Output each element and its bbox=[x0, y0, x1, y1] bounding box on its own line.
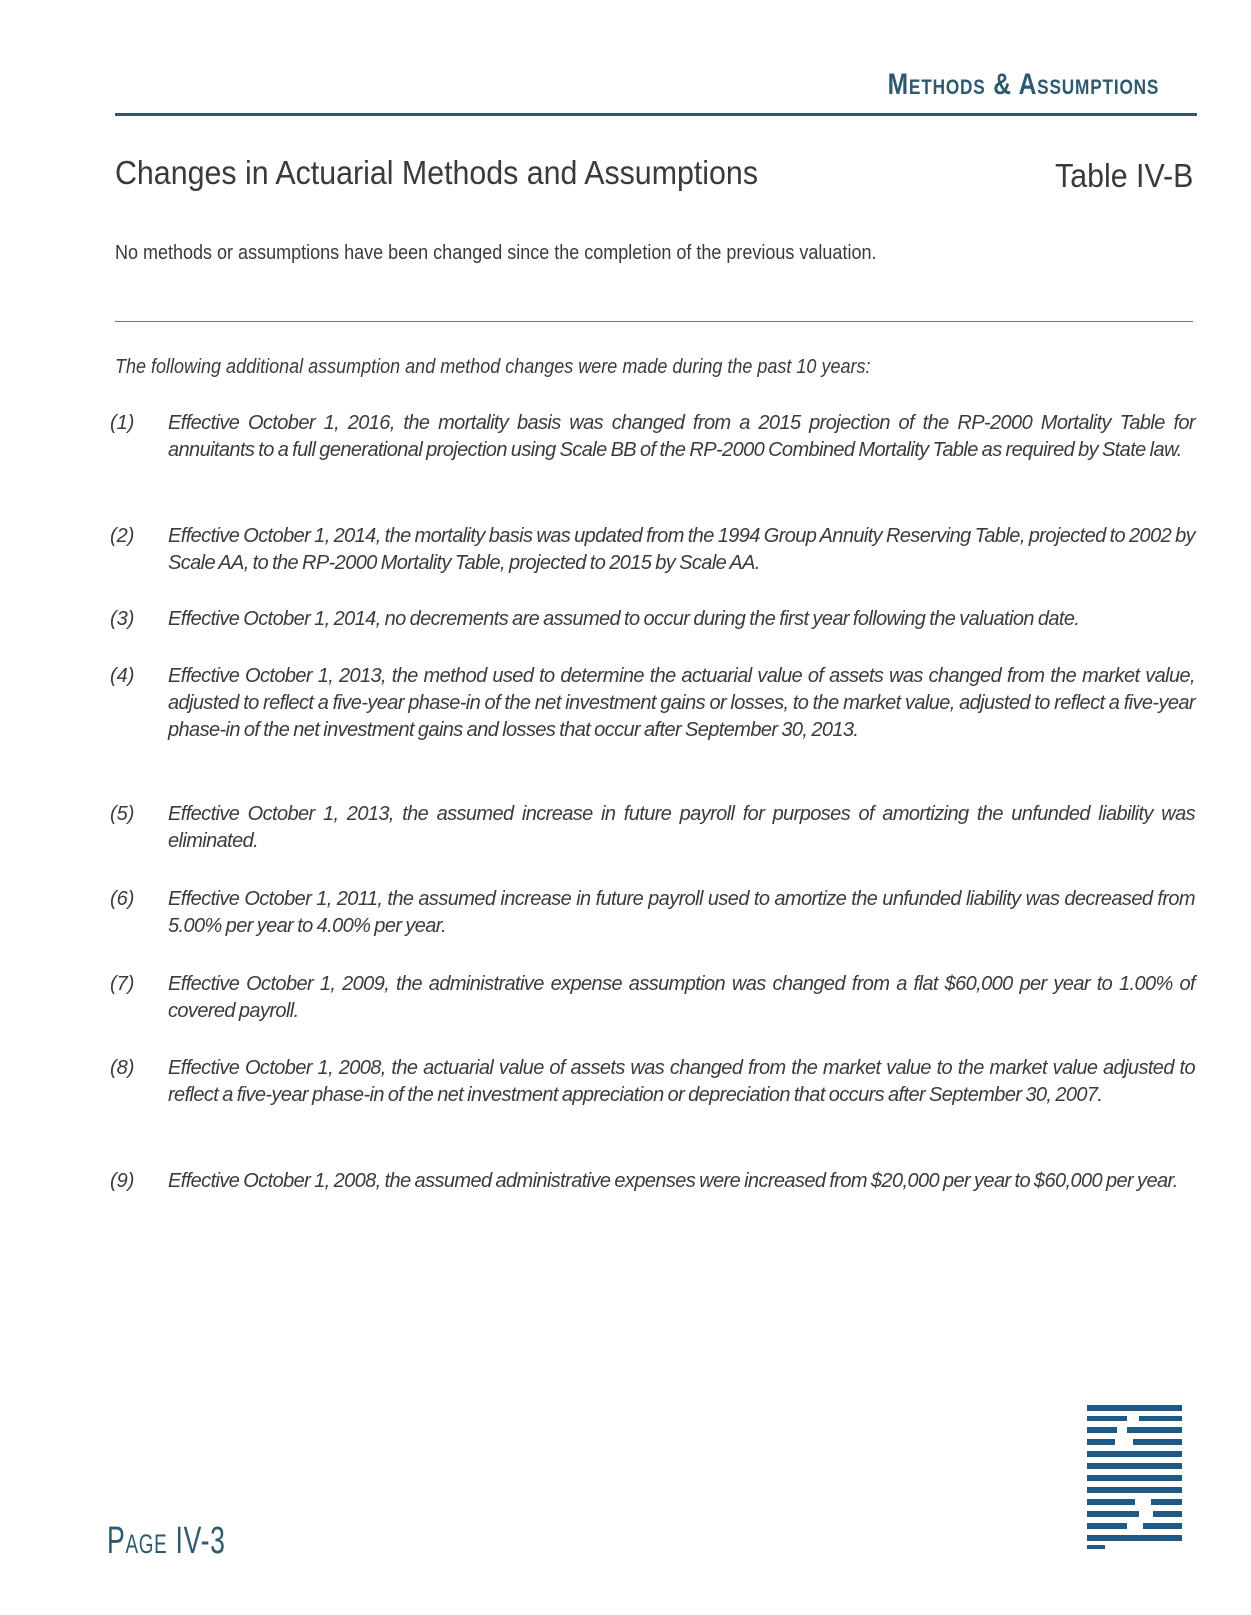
item-text: Effective October 1, 2013, the assumed increase in future payroll for purposes of amortizing the unfunded liability was eliminated. bbox=[168, 803, 1195, 852]
item-number: (7) bbox=[110, 973, 135, 995]
item-text: Effective October 1, 2014, no decrements are assumed to occur during the first year following the valuation date. bbox=[168, 608, 1080, 630]
item-text: Effective October 1, 2008, the actuarial value of assets was changed from the market value to the market value adjusted to reflect a five-year phase-in of the net investment appreciation or depreciation that occurs after September 30, 2007. bbox=[168, 1057, 1195, 1106]
list-item bbox=[110, 410, 1195, 464]
stripe-s-logo-icon bbox=[1087, 1405, 1182, 1550]
item-number: (5) bbox=[110, 803, 135, 825]
item-text: Effective October 1, 2011, the assumed increase in future payroll used to amortize the unfunded liability was decreased from 5.00% per year to 4.00% per year. bbox=[168, 888, 1195, 937]
page-number: Page IV-3 bbox=[107, 1520, 226, 1562]
list-item bbox=[110, 1055, 1195, 1109]
item-text: Effective October 1, 2016, the mortality basis was changed from a 2015 projection of the RP-2000 Mortality Table for annuitants to a full generational projection using Scale BB of the RP-2000 Combined Mortality Table as required by State law. bbox=[168, 412, 1195, 461]
list-item bbox=[110, 663, 1195, 744]
item-number: (4) bbox=[110, 665, 135, 687]
item-number: (1) bbox=[110, 412, 135, 434]
item-text: Effective October 1, 2013, the method used to determine the actuarial value of assets was changed from the market value, adjusted to reflect a five-year phase-in of the net investment gains or losses, to the market value, adjusted to reflect a five-year phase-in of the net investment gains and losses that occur after September 30, 2013. bbox=[168, 665, 1195, 741]
item-text: Effective October 1, 2008, the assumed administrative expenses were increased from $20,000 per year to $60,000 per year. bbox=[168, 1170, 1178, 1192]
list-item bbox=[110, 523, 1195, 577]
section-divider bbox=[115, 321, 1193, 322]
item-number: (9) bbox=[110, 1170, 135, 1192]
header-rule bbox=[115, 113, 1197, 116]
changes-intro: The following additional assumption and method changes were made during the past 10 years: bbox=[115, 356, 871, 378]
item-number: (3) bbox=[110, 608, 135, 630]
page-title: Changes in Actuarial Methods and Assumptions bbox=[115, 154, 759, 191]
table-label: Table IV-B bbox=[1054, 157, 1193, 194]
item-number: (8) bbox=[110, 1057, 135, 1079]
list-item bbox=[110, 971, 1195, 1025]
list-item bbox=[110, 801, 1195, 855]
item-number: (2) bbox=[110, 525, 135, 547]
no-change-statement: No methods or assumptions have been changed since the completion of the previous valuation. bbox=[115, 242, 877, 264]
item-text: Effective October 1, 2014, the mortality basis was updated from the 1994 Group Annuity Reserving Table, projected to 2002 by Scale AA, to the RP-2000 Mortality Table, projected to 2015 by Scale AA. bbox=[168, 525, 1195, 574]
list-item bbox=[110, 886, 1195, 940]
list-item bbox=[110, 606, 1195, 633]
section-header: Methods & Assumptions bbox=[887, 68, 1159, 101]
list-item bbox=[110, 1168, 1195, 1195]
item-text: Effective October 1, 2009, the administrative expense assumption was changed from a flat $60,000 per year to 1.00% of covered payroll. bbox=[168, 973, 1195, 1022]
item-number: (6) bbox=[110, 888, 135, 910]
